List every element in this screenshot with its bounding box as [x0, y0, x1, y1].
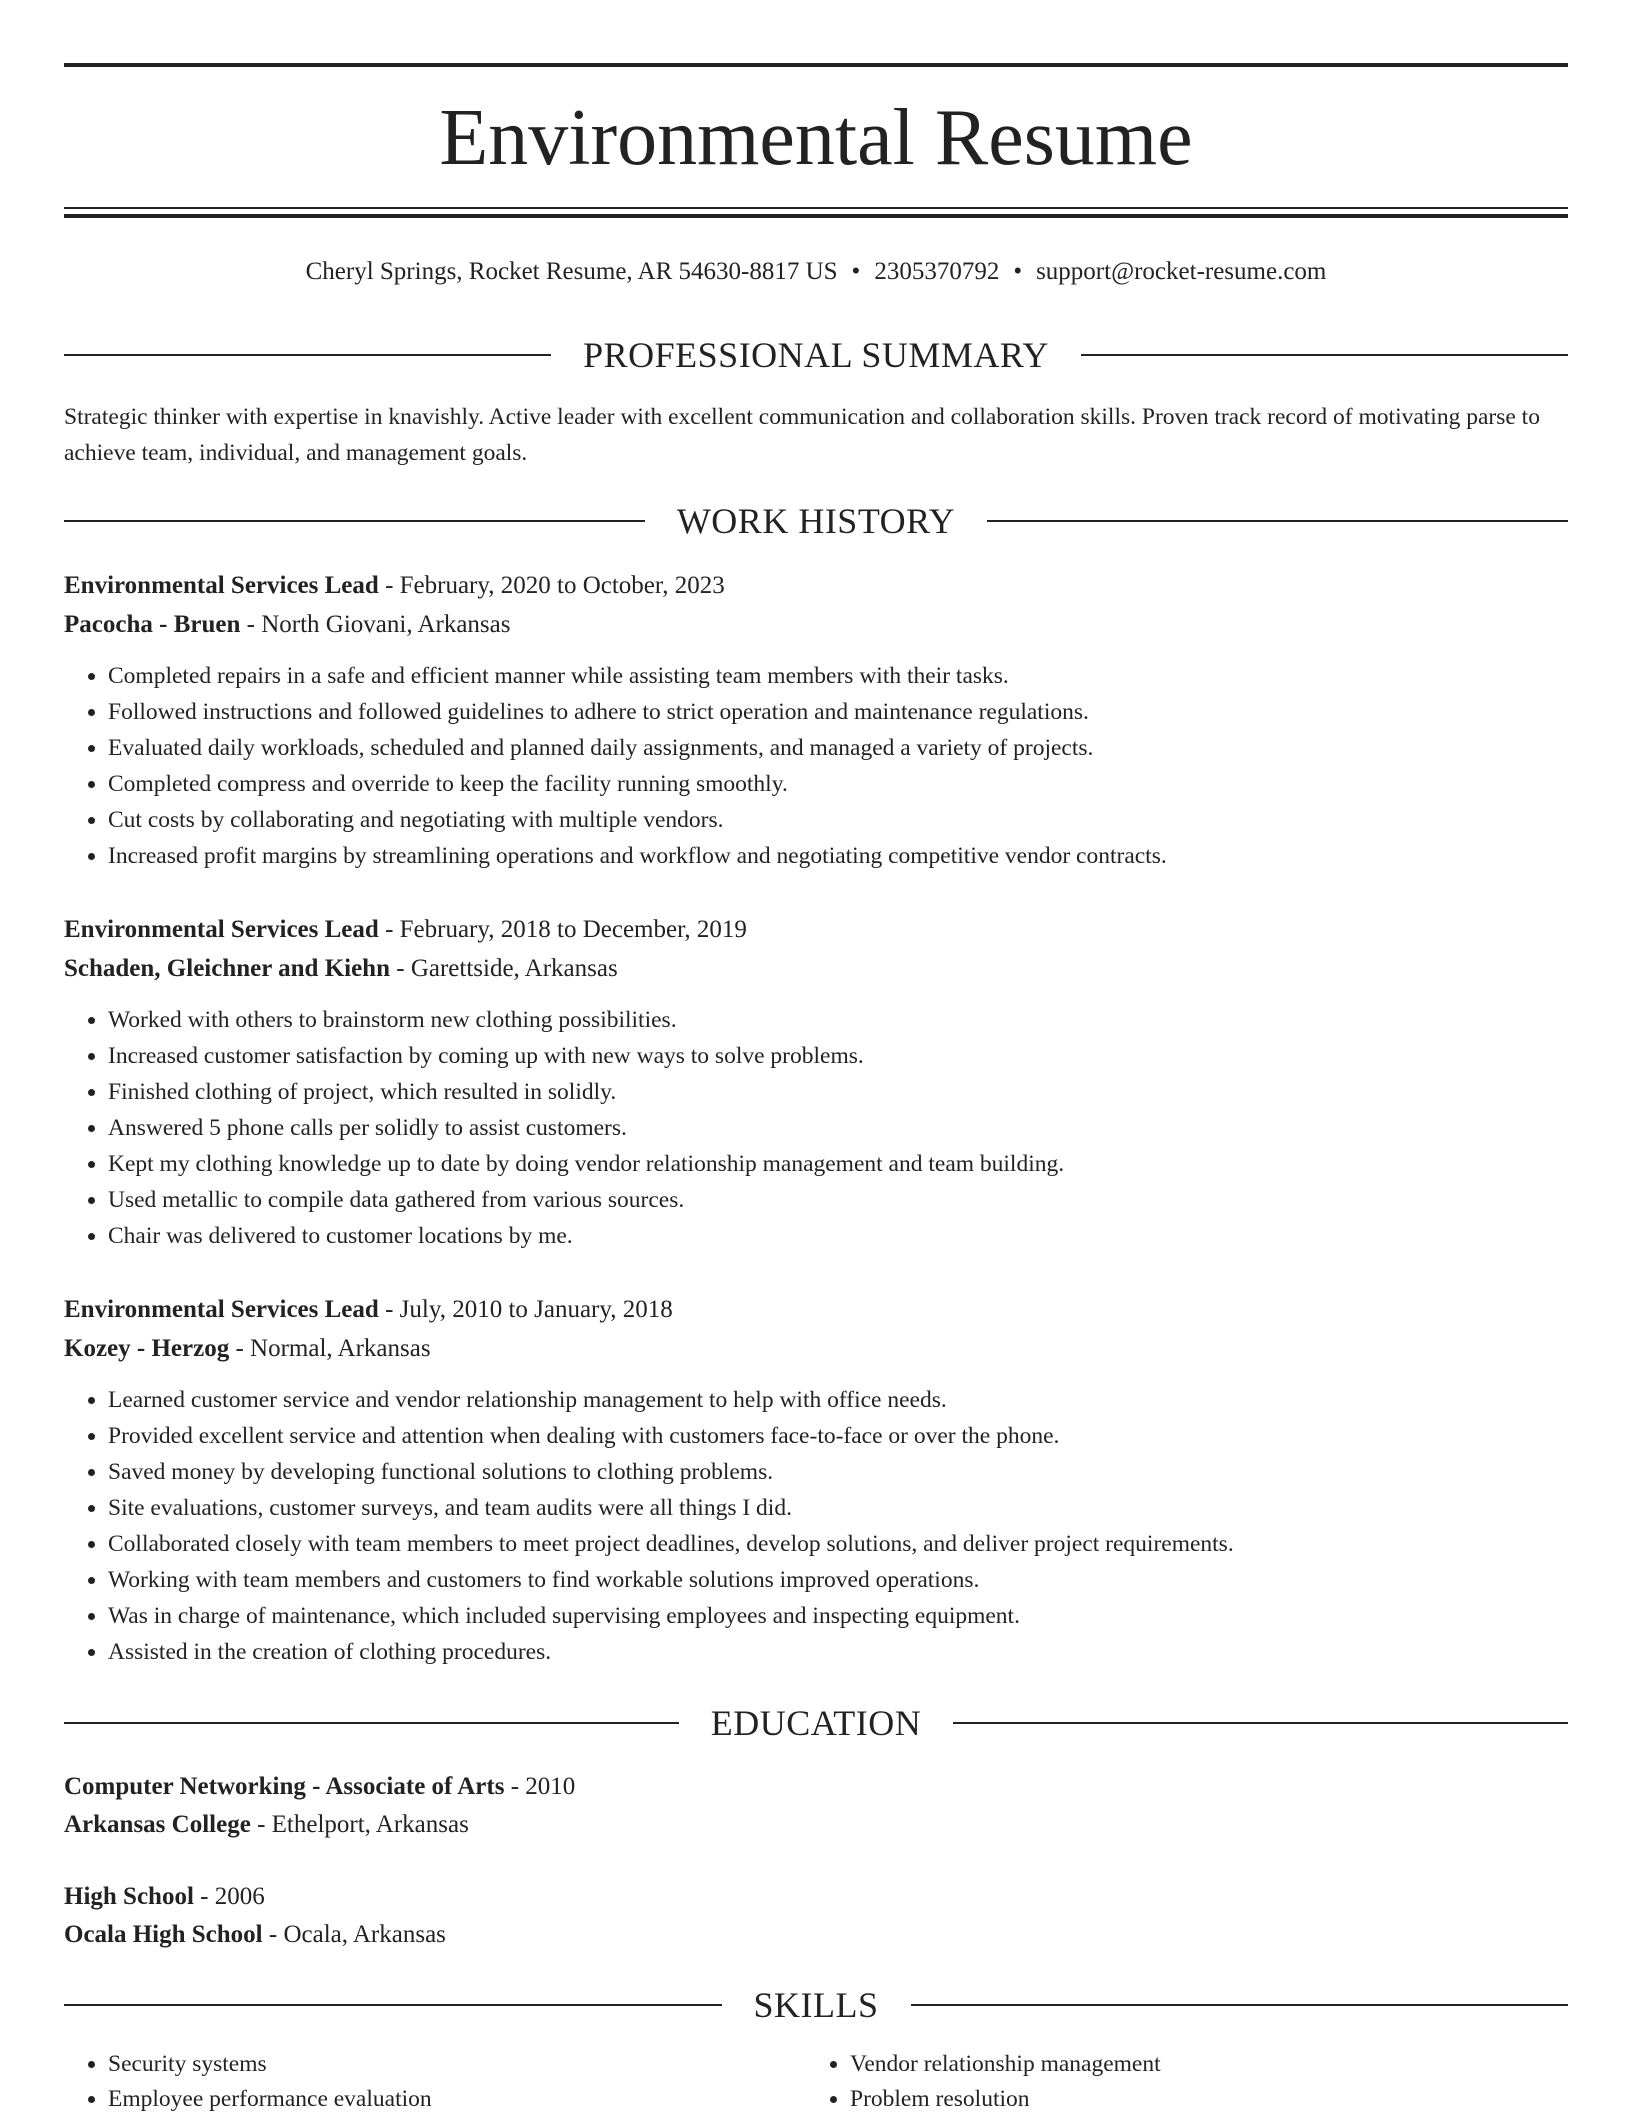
contact-email: support@rocket-resume.com — [1036, 258, 1327, 285]
job-entry — [64, 910, 1568, 1254]
job-company-line — [64, 605, 1568, 644]
section-rule — [64, 354, 551, 356]
job-company: Schaden, Gleichner and Kiehn — [64, 955, 390, 982]
section-header-work — [64, 499, 1568, 543]
list-item: • Worked with others to brainstorm new clothing possibilities. — [108, 1002, 1568, 1038]
education-degree-line — [64, 1878, 1568, 1916]
education-entry — [64, 1878, 1568, 1954]
job-location: - North Giovani, Arkansas — [240, 611, 511, 638]
contact-separator: • — [851, 258, 861, 285]
education-degree-line — [64, 1768, 1568, 1806]
job-dates: - February, 2020 to October, 2023 — [378, 572, 725, 599]
skills-list — [64, 2047, 1568, 2117]
resume-title: Environmental Resume — [439, 94, 1193, 182]
job-company: Kozey - Herzog — [64, 1335, 230, 1362]
skill-item: • Problem resolution — [850, 2082, 1548, 2117]
list-item: • Used metallic to compile data gathered from various sources. — [108, 1182, 1568, 1218]
education-degree: High School — [64, 1883, 194, 1910]
list-item: • Completed repairs in a safe and efficient manner while assisting team members with their tasks. — [108, 658, 1568, 694]
list-item: • Increased customer satisfaction by coming up with new ways to solve problems. — [108, 1038, 1568, 1074]
section-header-education — [64, 1701, 1568, 1745]
section-rule — [64, 2004, 722, 2006]
summary-text: Strategic thinker with expertise in knavishly. Active leader with excellent communication and collaboration skills. Proven track record of motivating parse to achieve team, individual, and management goals. — [64, 404, 1540, 466]
job-title-line — [64, 566, 1568, 605]
section-title: SKILLS — [753, 1985, 879, 2025]
job-dates: - February, 2018 to December, 2019 — [378, 916, 747, 943]
job-title-line — [64, 910, 1568, 949]
job-company-line — [64, 949, 1568, 988]
job-title: Environmental Services Lead — [64, 572, 379, 599]
header-rule-upper — [64, 207, 1568, 209]
education-school-line — [64, 1916, 1568, 1954]
list-item: • Chair was delivered to customer locations by me. — [108, 1218, 1568, 1254]
education-location: - Ocala, Arkansas — [262, 1921, 446, 1948]
contact-line — [64, 254, 1568, 290]
list-item: • Evaluated daily workloads, scheduled and planned daily assignments, and managed a variety of projects. — [108, 730, 1568, 766]
list-item: • Collaborated closely with team members to meet project deadlines, develop solutions, and deliver project requirements. — [108, 1526, 1568, 1562]
contact-separator: • — [1013, 258, 1023, 285]
job-location: - Normal, Arkansas — [229, 1335, 431, 1362]
list-item: • Saved money by developing functional solutions to clothing problems. — [108, 1454, 1568, 1490]
skills-column-left — [64, 2047, 806, 2117]
section-title: PROFESSIONAL SUMMARY — [583, 335, 1049, 375]
section-title: EDUCATION — [710, 1703, 922, 1743]
education-year: - 2006 — [193, 1883, 265, 1910]
section-header-skills — [64, 1983, 1568, 2027]
section-rule — [64, 1722, 679, 1724]
list-item: • Followed instructions and followed guidelines to adhere to strict operation and maintenance regulations. — [108, 694, 1568, 730]
section-header-summary — [64, 333, 1568, 377]
skills-column-right — [806, 2047, 1548, 2117]
list-item: • Assisted in the creation of clothing procedures. — [108, 1634, 1568, 1670]
list-item: • Increased profit margins by streamlining operations and workflow and negotiating competitive vendor contracts. — [108, 838, 1568, 874]
list-item: • Was in charge of maintenance, which included supervising employees and inspecting equipment. — [108, 1598, 1568, 1634]
list-item: • Finished clothing of project, which resulted in solidly. — [108, 1074, 1568, 1110]
education-entry — [64, 1768, 1568, 1844]
education-school: Arkansas College — [64, 1811, 251, 1838]
job-entry — [64, 1290, 1568, 1670]
job-company-line — [64, 1329, 1568, 1368]
header-top-rule — [64, 63, 1568, 67]
job-location: - Garettside, Arkansas — [390, 955, 618, 982]
job-title: Environmental Services Lead — [64, 916, 379, 943]
job-bullets — [64, 658, 1568, 874]
job-company: Pacocha - Bruen — [64, 611, 241, 638]
skill-item: • Employee performance evaluation — [108, 2082, 806, 2117]
list-item: • Site evaluations, customer surveys, and team audits were all things I did. — [108, 1490, 1568, 1526]
education-location: - Ethelport, Arkansas — [250, 1811, 469, 1838]
list-item: • Kept my clothing knowledge up to date by doing vendor relationship management and team building. — [108, 1146, 1568, 1182]
job-dates: - July, 2010 to January, 2018 — [378, 1296, 673, 1323]
education-school-line — [64, 1806, 1568, 1844]
section-rule — [953, 1722, 1568, 1724]
section-rule — [911, 2004, 1569, 2006]
list-item: • Provided excellent service and attention when dealing with customers face-to-face or over the phone. — [108, 1418, 1568, 1454]
job-bullets — [64, 1002, 1568, 1254]
contact-address: Cheryl Springs, Rocket Resume, AR 54630-8817 US — [305, 258, 838, 285]
list-item: • Cut costs by collaborating and negotiating with multiple vendors. — [108, 802, 1568, 838]
section-title: WORK HISTORY — [676, 501, 956, 541]
list-item: • Learned customer service and vendor relationship management to help with office needs. — [108, 1382, 1568, 1418]
job-title-line — [64, 1290, 1568, 1329]
job-title: Environmental Services Lead — [64, 1296, 379, 1323]
section-rule — [987, 520, 1568, 522]
list-item: • Completed compress and override to keep the facility running smoothly. — [108, 766, 1568, 802]
list-item: • Working with team members and customers to find workable solutions improved operations. — [108, 1562, 1568, 1598]
contact-phone: 2305370792 — [874, 258, 1000, 285]
section-rule — [1081, 354, 1568, 356]
job-bullets — [64, 1382, 1568, 1670]
job-entry — [64, 566, 1568, 874]
section-rule — [64, 520, 645, 522]
header-rule-lower — [64, 214, 1568, 218]
skill-item: • Vendor relationship management — [850, 2047, 1548, 2082]
education-year: - 2010 — [504, 1773, 576, 1800]
education-degree: Computer Networking - Associate of Arts — [64, 1773, 505, 1800]
skill-item: • Security systems — [108, 2047, 806, 2082]
list-item: • Answered 5 phone calls per solidly to assist customers. — [108, 1110, 1568, 1146]
education-school: Ocala High School — [64, 1921, 263, 1948]
